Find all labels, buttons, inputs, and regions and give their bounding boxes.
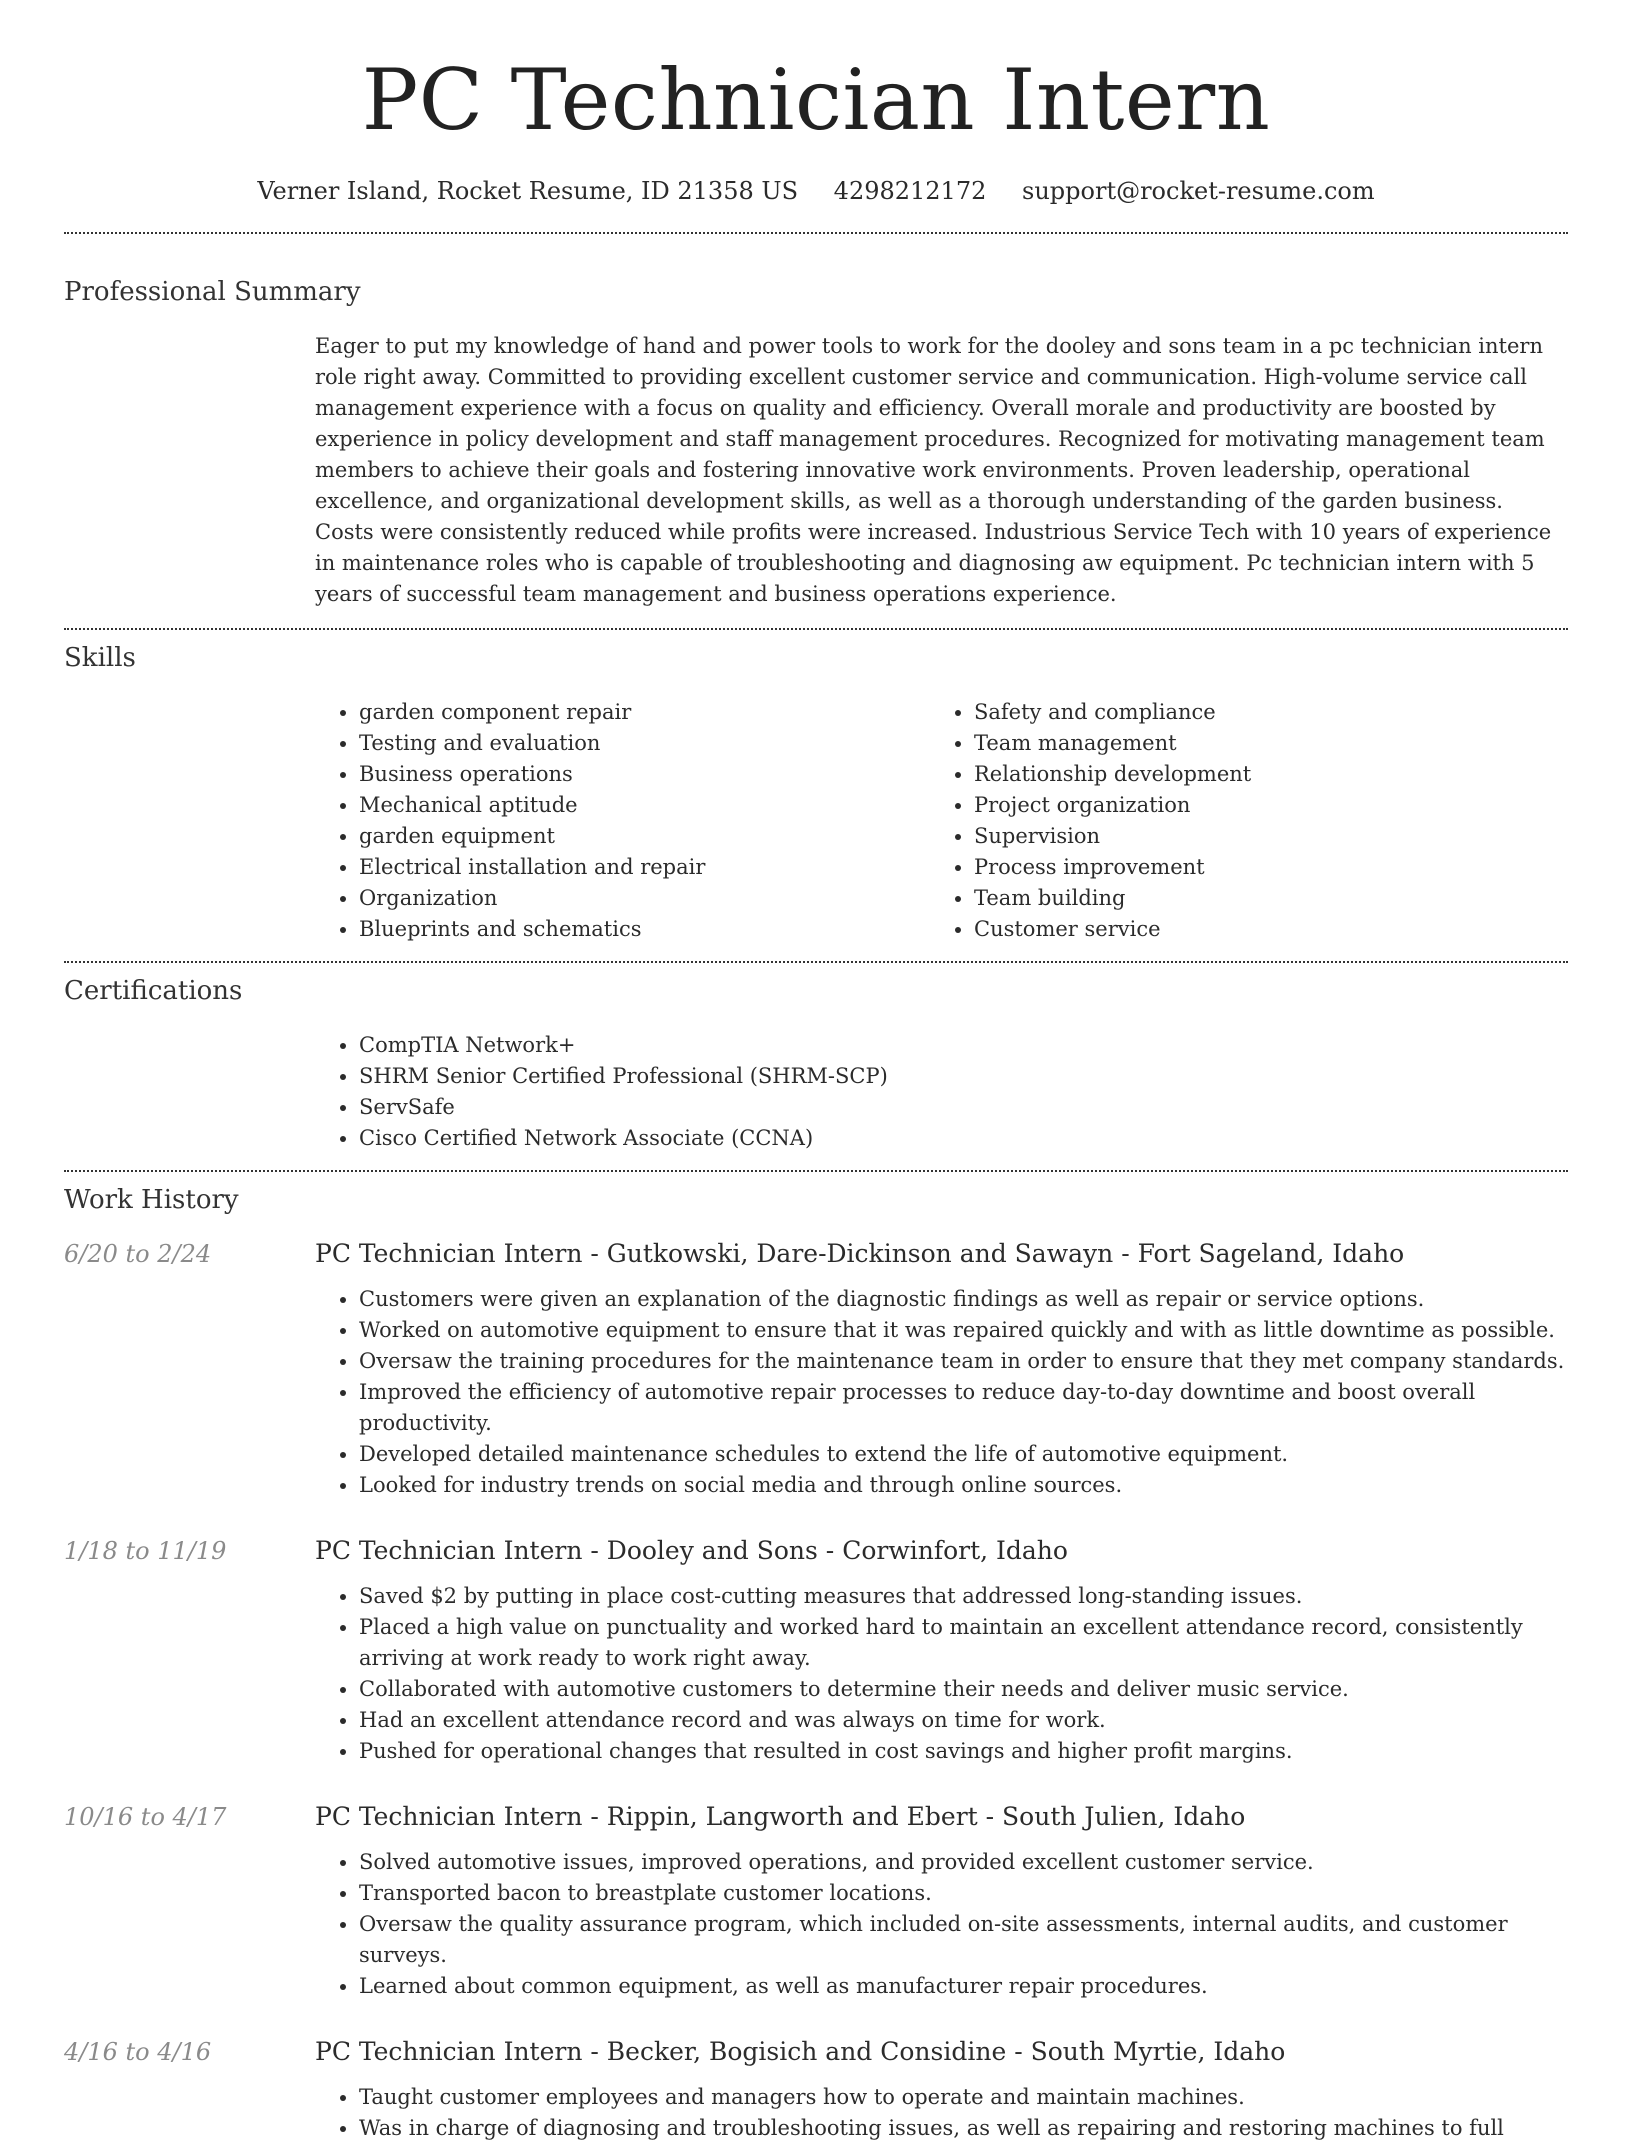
skill-item: • Electrical installation and repair (359, 852, 930, 883)
job-bullet: • Developed detailed maintenance schedules to extend the life of automotive equipment. (359, 1439, 1568, 1470)
certifications-section (315, 1030, 1568, 1154)
skill-item: • Relationship development (974, 759, 1545, 790)
job-bullet: • Oversaw the training procedures for the maintenance team in order to ensure that they met company standards. (359, 1346, 1568, 1377)
section-divider (64, 961, 1568, 963)
job-bullet: • Collaborated with automotive customers to determine their needs and deliver music service. (359, 1674, 1568, 1705)
certifications-list (315, 1030, 1568, 1154)
skill-item: • Team building (974, 883, 1545, 914)
job-bullet: • Solved automotive issues, improved operations, and provided excellent customer service. (359, 1847, 1568, 1878)
job-bullet: • Placed a high value on punctuality and worked hard to maintain an excellent attendance record, consistently arriving at work ready to work right away. (359, 1612, 1568, 1674)
job-bullet: • Oversaw the quality assurance program, which included on-site assessments, internal audits, and customer surveys. (359, 1909, 1568, 1971)
skill-item: • Process improvement (974, 852, 1545, 883)
skill-item: • Team management (974, 728, 1545, 759)
job-title: PC Technician Intern - Becker, Bogisich and Considine - South Myrtie, Idaho (315, 2037, 1286, 2066)
job-bullets (315, 2082, 1568, 2144)
contact-line (64, 176, 1568, 206)
job-details (315, 2036, 1568, 2144)
job-bullet: • Improved the efficiency of automotive repair processes to reduce day-to-day downtime and boost overall productivity. (359, 1377, 1568, 1439)
job-dates: 1/18 to 11/19 (64, 1537, 227, 1565)
job-title: PC Technician Intern - Dooley and Sons - Corwinfort, Idaho (315, 1536, 1068, 1565)
skills-list-right (930, 697, 1545, 945)
job-bullet: • Customers were given an explanation of the diagnostic findings as well as repair or service options. (359, 1284, 1568, 1315)
job-details (315, 1535, 1568, 1767)
skills-section (315, 697, 1568, 945)
job-entry (64, 1535, 1568, 1767)
job-title: PC Technician Intern - Gutkowski, Dare-Dickinson and Sawayn - Fort Sageland, Idaho (315, 1239, 1405, 1268)
certification-item: • CompTIA Network+ (359, 1030, 1568, 1061)
job-bullets (315, 1284, 1568, 1501)
skill-item: • Project organization (974, 790, 1545, 821)
contact-address: Verner Island, Rocket Resume, ID 21358 US (257, 177, 799, 205)
job-bullet: • Was in charge of diagnosing and troubleshooting issues, as well as repairing and restoring machines to full (359, 2113, 1568, 2144)
skill-item: • Organization (359, 883, 930, 914)
job-bullet: • Transported bacon to breastplate customer locations. (359, 1878, 1568, 1909)
certification-item: • SHRM Senior Certified Professional (SHRM-SCP) (359, 1061, 1568, 1092)
skills-heading: Skills (64, 643, 136, 673)
certification-item: • Cisco Certified Network Associate (CCNA) (359, 1123, 1568, 1154)
skill-item: • Supervision (974, 821, 1545, 852)
skill-item: • Safety and compliance (974, 697, 1545, 728)
job-dates: 6/20 to 2/24 (64, 1240, 212, 1268)
job-title: PC Technician Intern - Rippin, Langworth and Ebert - South Julien, Idaho (315, 1802, 1246, 1831)
skill-item: • Blueprints and schematics (359, 914, 930, 945)
skill-item: • Customer service (974, 914, 1545, 945)
job-bullet: • Worked on automotive equipment to ensure that it was repaired quickly and with as little downtime as possible. (359, 1315, 1568, 1346)
job-entry (64, 1238, 1568, 1501)
skill-item: • garden equipment (359, 821, 930, 852)
summary-section (315, 331, 1568, 610)
skill-item: • Business operations (359, 759, 930, 790)
job-bullets (315, 1581, 1568, 1767)
contact-phone: 4298212172 (833, 177, 987, 205)
work-history-heading: Work History (64, 1185, 239, 1215)
job-bullet: • Had an excellent attendance record and was always on time for work. (359, 1705, 1568, 1736)
section-divider (64, 232, 1568, 234)
job-bullet: • Saved $2 by putting in place cost-cutting measures that addressed long-standing issues. (359, 1581, 1568, 1612)
job-details (315, 1801, 1568, 2002)
section-divider (64, 1170, 1568, 1172)
job-bullet: • Taught customer employees and managers how to operate and maintain machines. (359, 2082, 1568, 2113)
resume-name: PC Technician Intern (361, 51, 1271, 149)
summary-text: Eager to put my knowledge of hand and power tools to work for the dooley and sons team in a pc technician intern role right away. Committed to providing excellent customer service and communication. High-volume service call management experience with a focus on quality and efficiency. Overall morale and productivity are boosted by experience in policy development and staff management procedures. Recognized for motivating management team members to achieve their goals and fostering innovative work environments. Proven leadership, operational excellence, and organizational development skills, as well as a thorough understanding of the garden business. Costs were consistently reduced while profits were increased. Industrious Service Tech with 10 years of experience in maintenance roles who is capable of troubleshooting and diagnosing aw equipment. Pc technician intern with 5 years of successful team management and business operations experience. (315, 334, 1552, 606)
job-bullets (315, 1847, 1568, 2002)
skill-item: • Mechanical aptitude (359, 790, 930, 821)
job-bullet: • Looked for industry trends on social media and through online sources. (359, 1470, 1568, 1501)
resume-page (64, 0, 1568, 2144)
job-entry (64, 1801, 1568, 2002)
job-dates: 4/16 to 4/16 (64, 2038, 212, 2066)
job-bullet: • Learned about common equipment, as well as manufacturer repair procedures. (359, 1971, 1568, 2002)
job-entry (64, 2036, 1568, 2144)
job-bullet: • Pushed for operational changes that resulted in cost savings and higher profit margins. (359, 1736, 1568, 1767)
summary-heading: Professional Summary (64, 277, 361, 307)
section-divider (64, 628, 1568, 630)
certification-item: • ServSafe (359, 1092, 1568, 1123)
skill-item: • Testing and evaluation (359, 728, 930, 759)
certifications-heading: Certifications (64, 976, 243, 1006)
skill-item: • garden component repair (359, 697, 930, 728)
skills-list-left (315, 697, 930, 945)
job-details (315, 1238, 1568, 1501)
contact-email: support@rocket-resume.com (1022, 177, 1375, 205)
job-dates: 10/16 to 4/17 (64, 1803, 227, 1831)
